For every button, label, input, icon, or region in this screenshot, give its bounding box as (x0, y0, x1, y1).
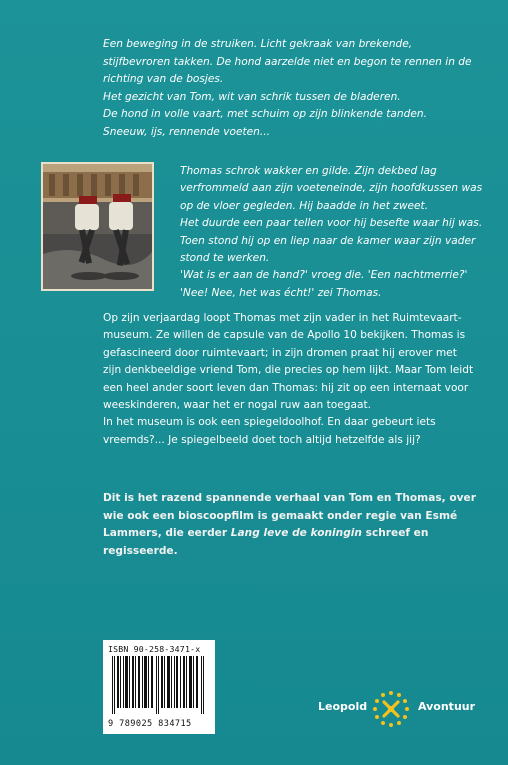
excerpt-right (180, 163, 490, 302)
excerpt-top-paragraph-2: Het gezicht van Tom, wit van schrik tussen de bladeren. (103, 90, 401, 103)
blurb-paragraph (103, 490, 483, 560)
excerpt-top-paragraph-3: De hond in volle vaart, met schuim op zijn blinkende tanden. (103, 108, 427, 121)
blurb-text-after: schreef en regisseerde. (103, 527, 429, 557)
excerpt-right-paragraph-3: Toen stond hij op en liep naar de kamer waar zijn vader stond te werken. (180, 234, 476, 265)
excerpt-right-paragraph-1: Thomas schrok wakker en gilde. Zijn dekbed lag verfrommeld aan zijn voeteneinde, zijn hoofdkussen was op de vloer gegleden. Hij baadde in het zweet. (180, 165, 483, 212)
excerpt-top-paragraph-4: Sneeuw, ijs, rennende voeten... (103, 125, 270, 138)
isbn-barcode (103, 640, 215, 734)
isbn-number: ISBN 90-258-3471-x (108, 644, 201, 654)
blurb (103, 490, 483, 560)
publisher-name: Leopold (318, 700, 368, 713)
excerpt-right-paragraph-2: Het duurde een paar tellen voor hij besefte waar hij was. (180, 217, 483, 230)
excerpt-right-paragraph-5: 'Nee! Nee, het was écht!' zei Thomas. (180, 286, 382, 299)
excerpt-right-paragraph-4: 'Wat is er aan de hand?' vroeg die. 'Een nachtmerrie?' (180, 269, 468, 282)
barcode-bars (108, 656, 210, 714)
ean-number: 9 789025 834715 (108, 719, 192, 729)
series-name: Avontuur (418, 700, 476, 713)
blurb-text-before: Dit is het razend spannende verhaal van Tom en Thomas, over wie ook een bioscoopfilm is gemaakt onder regie van Esmé Lammers, die eerder (103, 492, 476, 540)
summary-paragraph-1: Op zijn verjaardag loopt Thomas met zijn vader in het Ruimtevaart-museum. Ze willen de capsule van de Apollo 10 bekijken. Thomas is gefascineerd door ruimtevaart; in zijn dromen praat hij erover met zijn denkbeeldige vriend Tom, die precies op hem lijkt. Maar Tom leidt een heel ander soort leven dan Thomas: hij zit op een internaat voor weeskinderen, waar het er nogal ruw aan toegaat. (103, 312, 474, 412)
summary (103, 310, 475, 449)
leopold-sun-logo-icon (371, 689, 411, 729)
excerpt-top-paragraph-1: Een beweging in de struiken. Licht gekraak van brekende, stijfbevroren takken. De hond aarzelde niet en begon te rennen in de richting van de bosjes. (103, 38, 472, 86)
excerpt-top (103, 36, 473, 142)
summary-paragraph-2: In het museum is ook een spiegeldoolhof. En daar gebeurt iets vreemds?... Je spiegelbeeld doet toch altijd hetzelfde als jij? (103, 416, 436, 446)
film-still-photo (41, 162, 154, 291)
blurb-book-title: Lang leve de koningin (230, 527, 362, 540)
film-still-image (43, 164, 152, 289)
